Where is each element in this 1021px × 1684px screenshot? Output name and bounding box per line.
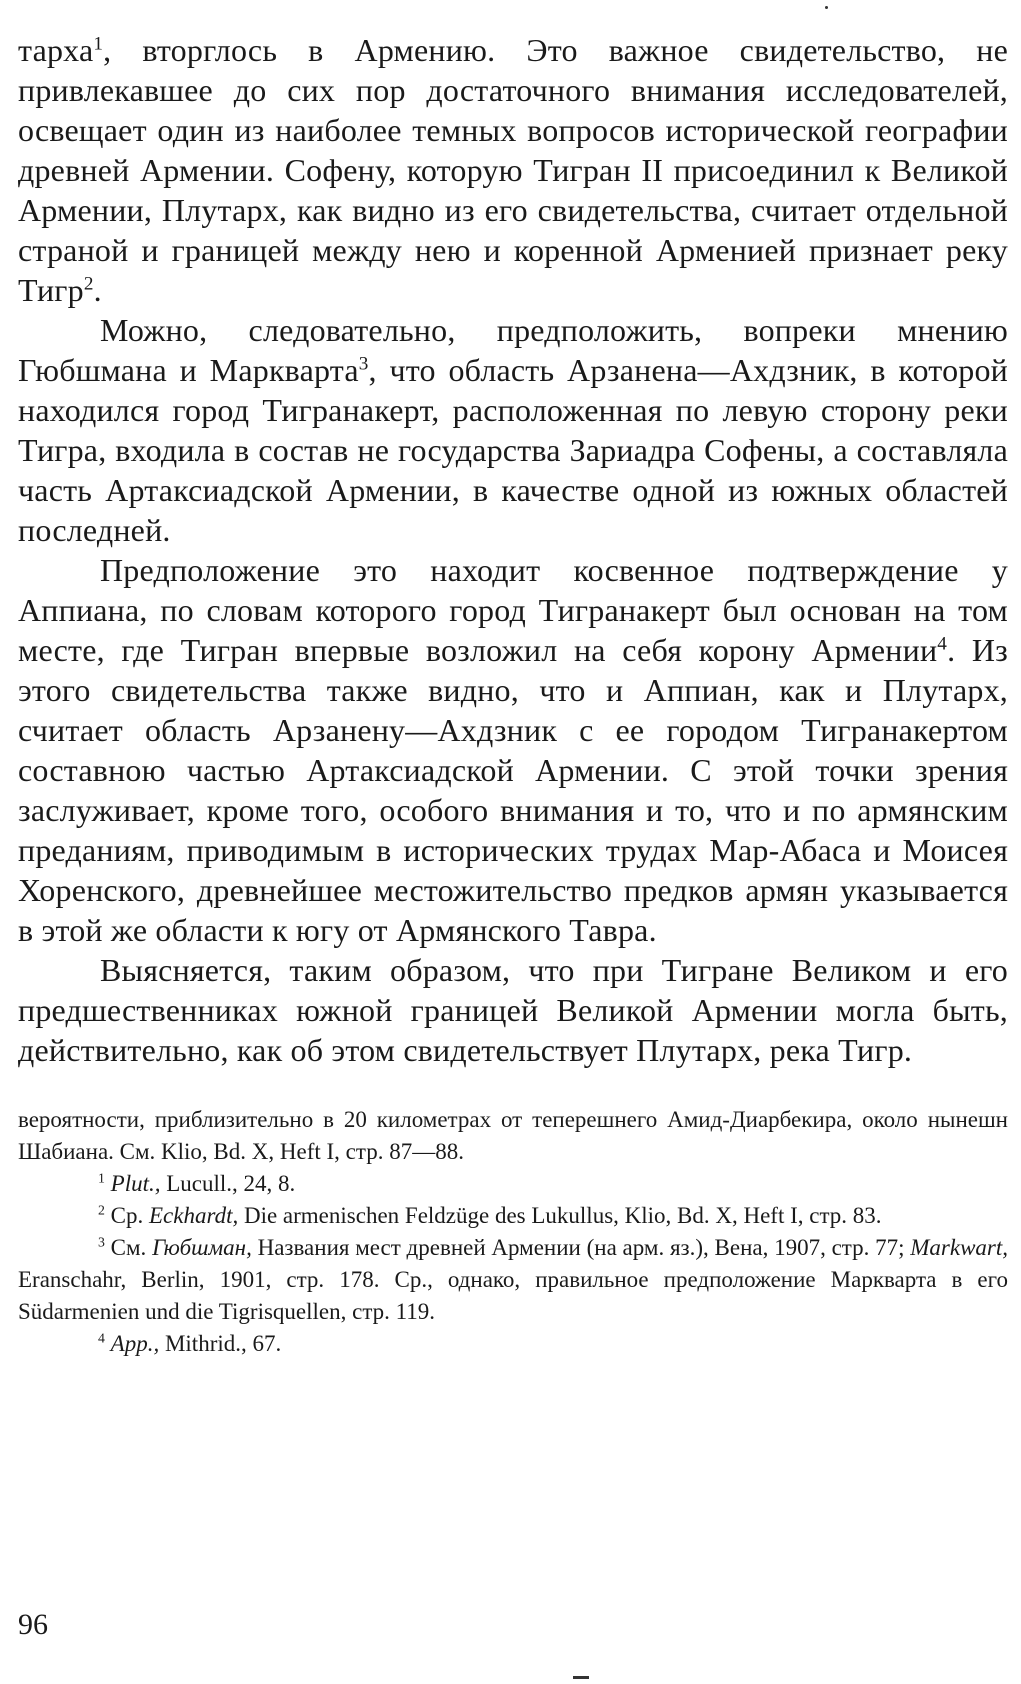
page-content <box>18 30 1008 1360</box>
paragraph-3: Предположение это находит косвенное подтверждение у Аппиана, по словам которого город Тигранакерт был основан на том месте, где Тигран впервые возложил на себя корону Армении$^4$. Из этого свидетельства также видно, что и Аппиан, как и Плутарх, считает область Арзанену—Ахдзник с ее городом Тигранакертом составною частью Артаксиадской Армении. С этой точки зрения заслуживает, кроме того, особого внимания и то, что и по армянским преданиям, приводимым в исторических трудах Мар-Абаса и Моисея Хоренского, древнейшее местожительство предков армян указывается в этой же области к югу от Армянского Тавра. <box>18 552 1008 948</box>
print-mark <box>573 1676 589 1679</box>
footnote-ref-4: 4 <box>937 633 948 655</box>
footnote-ref-3: 3 <box>358 353 369 375</box>
paragraph-2: Можно, следовательно, предположить, вопреки мнению Гюбшмана и Маркварта$^3$, что область Арзанена—Ахдзник, в которой находился город Тигранакерт, расположенная по левую сторону реки Тигра, входила в состав не государства Зариадра Софены, а составляла часть Артаксиадской Армении, в качестве одной из южных областей последней. <box>18 312 1008 548</box>
main-text <box>18 30 1008 1070</box>
footnote-2: $^2$ Ср. Eckhardt, Die armenischen Feldzüge des Lukullus, Klio, Bd. X, Heft I, стр. 83. <box>98 1202 882 1228</box>
footnote-3: $^3$ См. Гюбшман, Названия мест древней Армении (на арм. яз.), Вена, 1907, стр. 77; Markwart, Eranschahr, Berlin, 1901, стр. 178. Ср., однако, правильное предположение Маркварта в его Südarmenien und die Tigrisquellen, стр. 119. <box>18 1234 1009 1324</box>
footnote-ref-1: 1 <box>93 33 104 55</box>
footnote-1: $^1$ Plut., Lucull., 24, 8. <box>98 1170 296 1196</box>
footnote-4: $^4$ App., Mithrid., 67. <box>98 1330 282 1356</box>
paragraph-1: тарха$^1$, вторглось в Армению. Это важное свидетельство, не привлекавшее до сих пор достаточного внимания исследователей, освещает один из наиболее темных вопросов исторической географии древней Армении. Софену, которую Тигран II присоединил к Великой Армении, Плутарх, как видно из его свидетельства, считает отдельной страной и границей между нею и коренной Арменией признает реку Тигр$^2$. <box>18 32 1008 308</box>
footnote-ref-2: 2 <box>83 273 94 295</box>
print-speck <box>825 6 828 9</box>
footnotes <box>18 1104 1008 1360</box>
paragraph-4: Выясняется, таким образом, что при Тигране Великом и его предшественниках южной границей Великой Армении могла быть, действительно, как об этом свидетельствует Плутарх, река Тигр. <box>18 952 1008 1068</box>
page-number: 96 <box>18 1608 48 1641</box>
footnote-continuation: вероятности, приблизительно в 20 километрах от теперешнего Амид-Диарбекира, около нынешн Шабиана. См. Klio, Bd. X, Heft I, стр. 87—88. <box>18 1107 1008 1164</box>
